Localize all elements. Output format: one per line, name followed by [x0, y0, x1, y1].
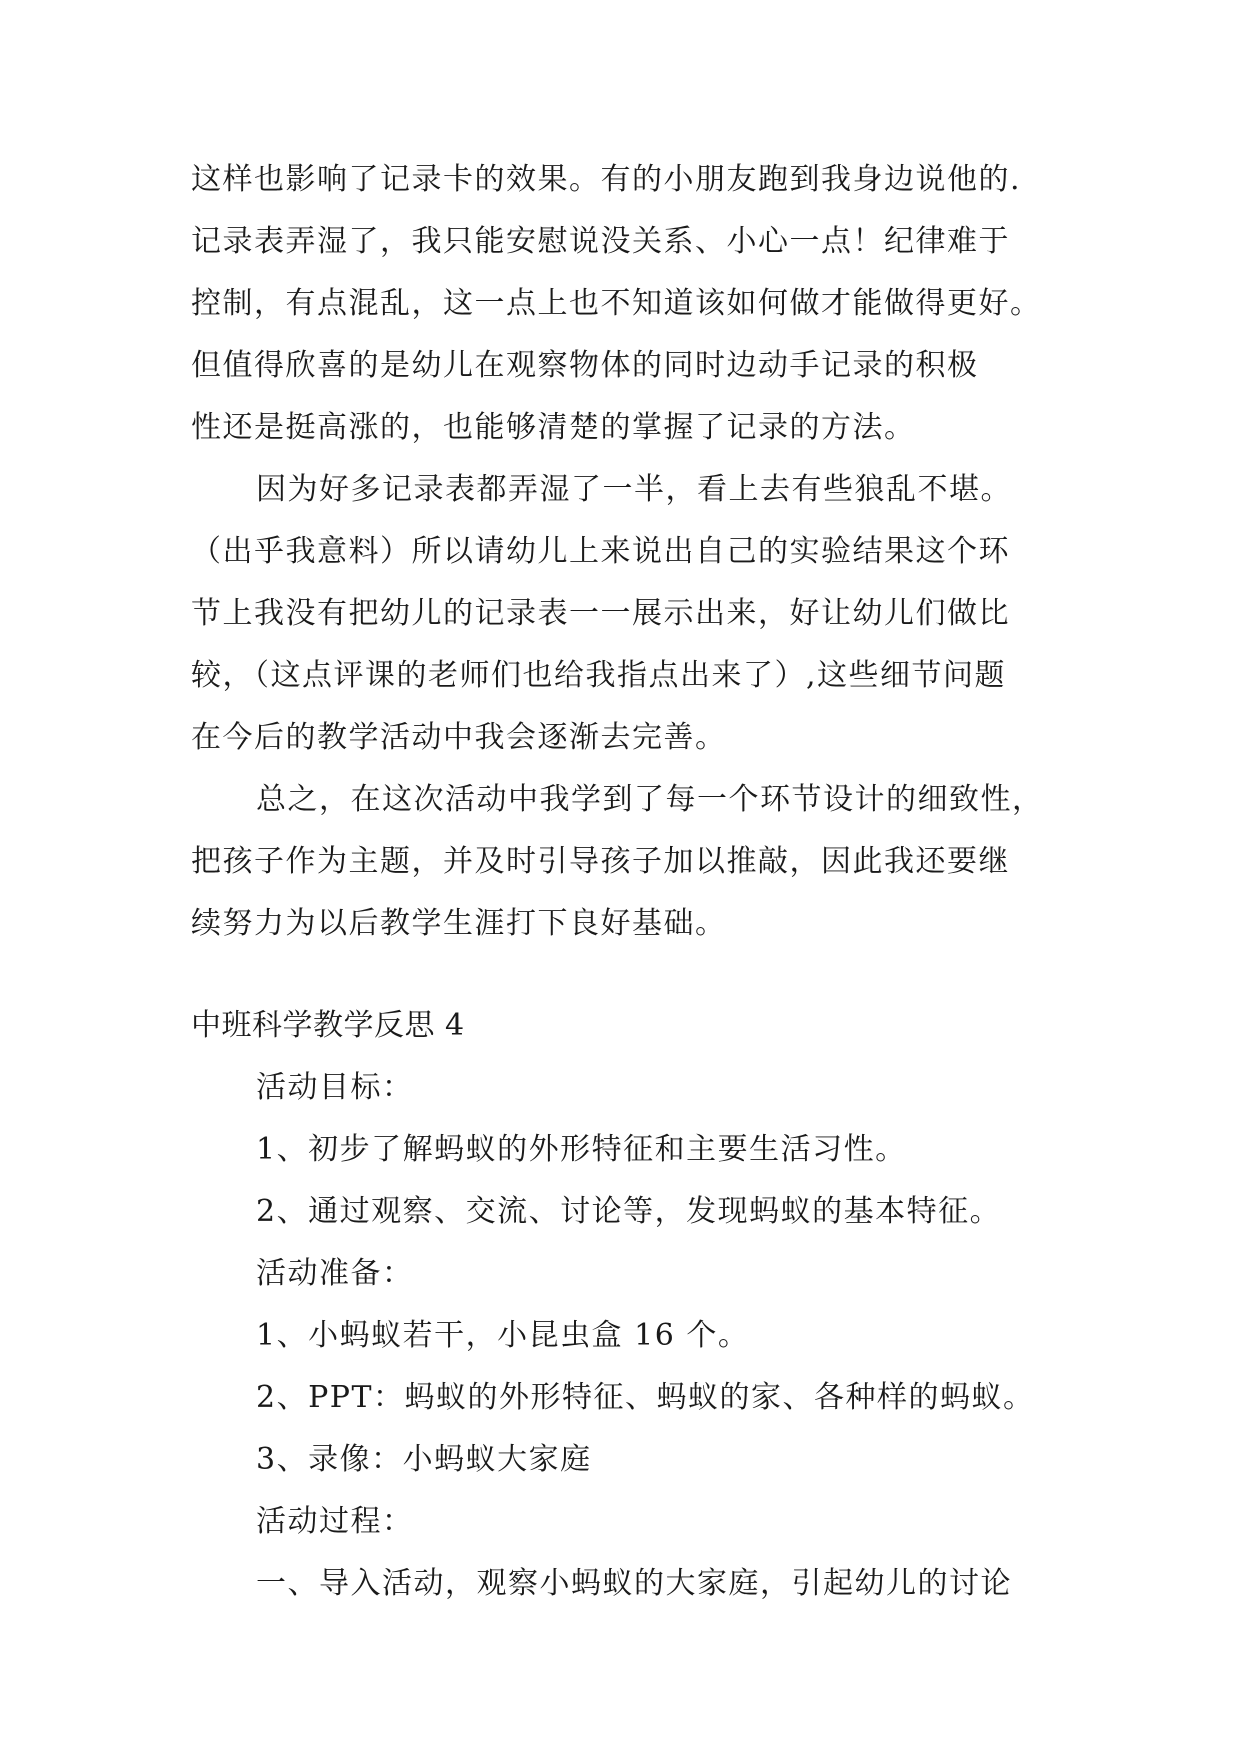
- paragraph-2-line-4: 较，（这点评课的老师们也给我指点出来了）,这些细节问题: [191, 658, 1007, 693]
- paragraph-1-line-3: 控制，有点混乱，这一点上也不知道该如何做才能做得更好。: [191, 286, 1042, 321]
- paragraph-1-line-2: 记录表弄湿了，我只能安慰说没关系、小心一点！纪律难于: [191, 224, 1010, 259]
- paragraph-3-line-3: 续努力为以后教学生涯打下良好基础。: [191, 906, 727, 941]
- preparation-heading: 活动准备：: [256, 1256, 414, 1291]
- paragraph-3-line-2: 把孩子作为主题，并及时引导孩子加以推敲，因此我还要继: [191, 844, 1010, 879]
- paragraph-2-line-3: 节上我没有把幼儿的记录表一一展示出来，好让幼儿们做比: [191, 596, 1010, 631]
- paragraph-1-line-5: 性还是挺高涨的，也能够清楚的掌握了记录的方法。: [191, 410, 916, 445]
- paragraph-1-line-4: 但值得欣喜的是幼儿在观察物体的同时边动手记录的积极: [191, 348, 979, 383]
- objective-item-2: 2、通过观察、交流、讨论等，发现蚂蚁的基本特征。: [256, 1194, 1002, 1229]
- paragraph-1-line-1: 这样也影响了记录卡的效果。有的小朋友跑到我身边说他的.: [191, 162, 1022, 197]
- paragraph-2-line-2: （出乎我意料）所以请幼儿上来说出自己的实验结果这个环: [191, 534, 1010, 569]
- paragraph-2-line-1: 因为好多记录表都弄湿了一半，看上去有些狼乱不堪。: [256, 472, 1012, 507]
- objective-item-1: 1、初步了解蚂蚁的外形特征和主要生活习性。: [256, 1132, 907, 1167]
- preparation-item-2: 2、PPT：蚂蚁的外形特征、蚂蚁的家、各种样的蚂蚁。: [256, 1380, 1035, 1415]
- objectives-heading: 活动目标：: [256, 1070, 414, 1105]
- process-item-1: 一、导入活动，观察小蚂蚁的大家庭，引起幼儿的讨论: [256, 1566, 1012, 1601]
- section-title: 中班科学教学反思 4: [191, 1008, 465, 1043]
- preparation-item-3: 3、录像：小蚂蚁大家庭: [256, 1442, 592, 1477]
- preparation-item-1: 1、小蚂蚁若干，小昆虫盒 16 个。: [256, 1318, 750, 1353]
- process-heading: 活动过程：: [256, 1504, 414, 1539]
- paragraph-3-line-1: 总之，在这次活动中我学到了每一个环节设计的细致性，: [256, 782, 1044, 817]
- paragraph-2-line-5: 在今后的教学活动中我会逐渐去完善。: [191, 720, 727, 755]
